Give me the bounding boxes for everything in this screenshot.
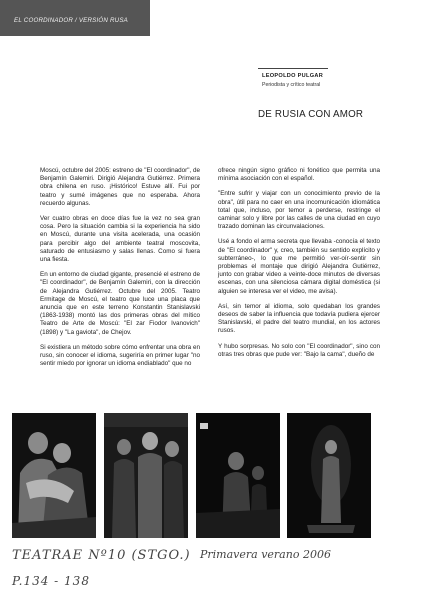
handwritten-pages: P.134 - 138 bbox=[12, 574, 90, 588]
author-name: LEOPOLDO PULGAR bbox=[262, 73, 324, 79]
article-column-left bbox=[40, 167, 200, 375]
paragraph: Usé a fondo el arma secreta que llevaba -conocía el texto de "El coordinador" y, creo, también su sentido explícito y subterráneo-, lo que me permitió ver-oír-sentir sin problemas el montaje que dirigió Alejandra Gutiérrez, junto con grabar video a veinte-doce minutos de diversas escenas, con una silenciosa cámara digital doméstica (si alguien se interesa ver el video, me avisa). bbox=[218, 238, 380, 295]
article-column-right bbox=[218, 167, 380, 366]
handwritten-season: Primavera verano 2006 bbox=[200, 548, 331, 561]
section-banner bbox=[0, 0, 150, 36]
paragraph: Ver cuatro obras en doce días fue la vez no sea gran cosa. Pero la situación cambia si la experiencia ha sido en Moscú, durante una visita acelerada, una ocasión para percibir algo del ambiente teatral moscovita, saturado de entusiasmo y salas llenas. Como si fuera una fiesta. bbox=[40, 215, 200, 264]
photo-actor-dark-stage bbox=[196, 413, 280, 538]
author-divider bbox=[258, 68, 328, 69]
section-label: EL COORDINADOR / VERSIÓN RUSA bbox=[14, 17, 128, 24]
paragraph: Moscú, octubre del 2005: estreno de "El coordinador", de Benjamín Galemiri. Dirigió Alejandra Gutiérrez. Primera obra chilena en ruso. ¡Histórico! Estuve allí. Fui por teatro y sumé imágenes que no esperaba. Ahora recuerdo algunas. bbox=[40, 167, 200, 207]
handwritten-source: TEATRAE Nº10 (STGO.) bbox=[12, 548, 191, 563]
paragraph: Y hubo sorpresas. No solo con "El coordinador", sino con otras tres obras que pude ver: "Bajo la cama", dueño de bbox=[218, 342, 380, 358]
paragraph: Si existiera un método sobre cómo enfrentar una obra en ruso, sin conocer el idioma, sugeriría en primer lugar "no sentir miedo por ignorar un idioma endiablado" que no bbox=[40, 343, 200, 368]
author-role: Periodista y crítico teatral bbox=[262, 82, 321, 88]
paragraph: "Entre sufrir y viajar con un conocimiento previo de la obra", útil para no caer en una incomunicación idiomática total que, incluso, por temor a perderse, restringe el caminar solo y libre por las calles de una ciudad en cuyo trazado dominan las circunvalaciones. bbox=[218, 190, 380, 231]
photo-actors-standing bbox=[104, 413, 188, 538]
article-title: DE RUSIA CON AMOR bbox=[258, 109, 364, 120]
paragraph: En un entorno de ciudad gigante, presencié el estreno de "El coordinador", de Benjamín Galemiri, con la dirección de Alejandra Gutiérrez. Octubre del 2005. Teatro Ermitage de Moscú, el teatro que luce una placa que anuncia que en este terreno Konstantin Stanislavski (1863-1938) montó las dos primeras obras del mítico Teatro de Arte de Moscú: "El zar Fiodor Ivanovich" (1898) y "La gaviota", de Chejov. bbox=[40, 271, 200, 336]
paragraph: Así, sin temor al idioma, solo quedaban los grandes deseos de saber la influencia que todavía pudiera ejercer Stanislavski, el padre del teatro mundial, en los actores rusos. bbox=[218, 302, 380, 335]
photo-actors-embrace bbox=[12, 413, 96, 538]
paragraph: ofrece ningún signo gráfico ni fonético que permita una mínima asociación con el español. bbox=[218, 167, 380, 183]
photo-actor-spotlight bbox=[287, 413, 371, 538]
